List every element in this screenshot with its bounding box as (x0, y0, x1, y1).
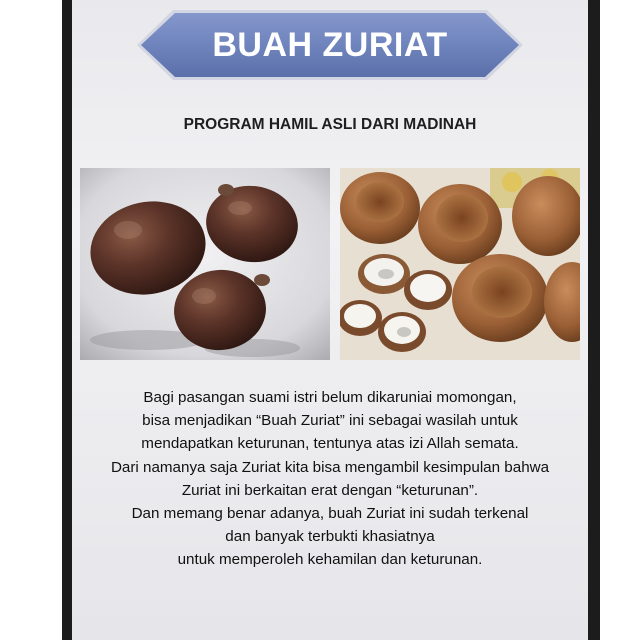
description-line: dan banyak terbukti khasiatnya (225, 528, 435, 546)
description-line: Bagi pasangan suami istri belum dikaruniai momongan, (143, 389, 517, 406)
description-text (72, 386, 588, 572)
description-line: untuk memperoleh kehamilan dan keturunan. (177, 551, 483, 569)
description-line: Dari namanya saja Zuriat kita bisa mengambil kesimpulan bahwa (110, 458, 550, 476)
description-line: bisa menjadikan “Buah Zuriat” ini sebagai wasilah untuk (142, 412, 518, 430)
left-black-border (62, 0, 72, 640)
photo-whole-fruits (80, 168, 330, 360)
photo-cracked-fruits (340, 168, 580, 360)
description-line: Dan memang benar adanya, buah Zuriat ini sudah terkenal (131, 505, 529, 523)
description-line: mendapatkan keturunan, tentunya atas izi Allah semata. (141, 435, 519, 453)
description-line: Zuriat ini berkaitan erat dengan “keturunan”. (181, 481, 479, 499)
page-title: BUAH ZURIAT (212, 25, 448, 64)
right-black-border (588, 0, 600, 640)
subtitle: PROGRAM HAMIL ASLI DARI MADINAH (183, 116, 477, 133)
